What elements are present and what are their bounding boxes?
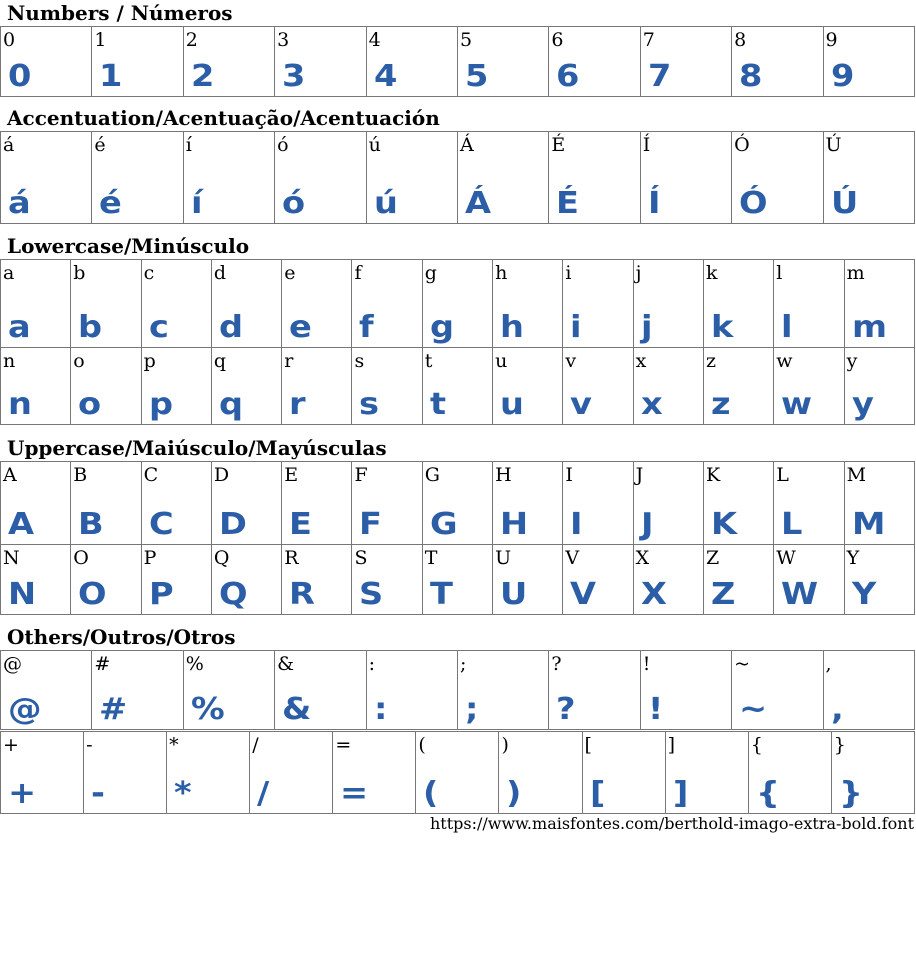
glyph-label: 2 xyxy=(185,29,198,51)
glyph-sample: n xyxy=(8,387,32,422)
glyph-sample: : xyxy=(373,692,388,727)
glyph-label: % xyxy=(185,653,204,675)
glyph-cell xyxy=(1,348,71,425)
glyph-label: f xyxy=(354,262,362,284)
glyph-cell xyxy=(844,348,914,425)
glyph-sample: i xyxy=(570,310,582,345)
glyph-sample: í xyxy=(190,186,203,221)
glyph-label: U xyxy=(495,547,512,569)
glyph-sample: U xyxy=(500,577,528,612)
glyph-label: q xyxy=(213,350,227,372)
glyph-label: d xyxy=(213,262,227,284)
glyph-sample: k xyxy=(710,310,734,345)
table-row xyxy=(1,462,915,545)
glyph-cell xyxy=(366,651,457,730)
glyph-sample: t xyxy=(429,387,446,422)
glyph-label: á xyxy=(3,134,15,156)
glyph-cell xyxy=(141,462,211,545)
glyph-sample: L xyxy=(781,507,803,542)
glyph-label: J xyxy=(635,464,644,486)
glyph-label: Y xyxy=(846,547,860,569)
uppercase-table xyxy=(0,461,915,615)
glyph-cell xyxy=(141,260,211,348)
glyph-sample: ú xyxy=(373,186,398,221)
glyph-cell xyxy=(211,260,281,348)
glyph-label: @ xyxy=(3,653,22,675)
glyph-cell xyxy=(563,462,633,545)
glyph-cell xyxy=(457,132,548,224)
glyph-label: y xyxy=(846,350,858,372)
glyph-label: a xyxy=(3,262,15,284)
glyph-cell xyxy=(774,545,844,615)
glyph-sample: P xyxy=(148,577,174,612)
glyph-label: ú xyxy=(368,134,381,156)
source-link[interactable]: https://www.maisfontes.com/berthold-imago-extra-bold.font xyxy=(429,814,914,833)
glyph-cell xyxy=(275,27,366,97)
glyph-cell xyxy=(422,260,492,348)
glyph-cell xyxy=(457,651,548,730)
glyph-cell xyxy=(633,348,703,425)
glyph-cell xyxy=(633,545,703,615)
glyph-sample: u xyxy=(500,387,525,422)
numbers-title: Numbers / Números xyxy=(7,1,233,25)
glyph-cell xyxy=(167,732,250,814)
glyph-sample: T xyxy=(429,577,453,612)
numbers-table xyxy=(0,26,915,97)
glyph-cell xyxy=(493,260,563,348)
glyph-sample: Í xyxy=(647,186,661,221)
glyph-cell xyxy=(774,348,844,425)
glyph-cell xyxy=(703,260,773,348)
glyph-label: Q xyxy=(213,547,230,569)
glyph-sample: B xyxy=(78,507,104,542)
glyph-cell xyxy=(183,132,274,224)
glyph-cell xyxy=(141,545,211,615)
glyph-cell xyxy=(549,132,640,224)
glyph-cell xyxy=(352,260,422,348)
glyph-label: B xyxy=(73,464,88,486)
table-row xyxy=(1,348,915,425)
glyph-cell xyxy=(703,545,773,615)
glyph-label: & xyxy=(277,653,295,675)
glyph-cell xyxy=(92,27,183,97)
glyph-sample: H xyxy=(500,507,529,542)
glyph-cell xyxy=(563,545,633,615)
table-row xyxy=(1,651,915,730)
glyph-cell xyxy=(282,348,352,425)
glyph-cell xyxy=(703,462,773,545)
glyph-label: o xyxy=(73,350,85,372)
glyph-sample: Á xyxy=(464,186,491,221)
glyph-label: Ú xyxy=(825,134,842,156)
glyph-cell xyxy=(92,132,183,224)
glyph-label: [ xyxy=(584,734,592,756)
glyph-sample: D xyxy=(218,507,247,542)
glyph-cell xyxy=(282,260,352,348)
glyph-cell xyxy=(582,732,665,814)
glyph-cell xyxy=(774,462,844,545)
glyph-cell xyxy=(211,462,281,545)
glyph-label: e xyxy=(284,262,296,284)
glyph-sample: ( xyxy=(423,776,439,811)
glyph-cell xyxy=(211,545,281,615)
glyph-sample: ~ xyxy=(739,692,768,727)
glyph-label: F xyxy=(354,464,368,486)
glyph-label: 5 xyxy=(459,29,473,51)
uppercase-title: Uppercase/Maiúsculo/Mayúsculas xyxy=(7,436,387,460)
glyph-cell xyxy=(493,545,563,615)
glyph-cell xyxy=(352,348,422,425)
glyph-cell xyxy=(732,132,823,224)
glyph-cell xyxy=(732,651,823,730)
glyph-cell xyxy=(457,27,548,97)
glyph-sample: é xyxy=(99,186,123,221)
glyph-sample: M xyxy=(851,507,886,542)
glyph-sample: G xyxy=(429,507,458,542)
glyph-label: É xyxy=(551,134,566,156)
glyph-cell xyxy=(211,348,281,425)
glyph-cell xyxy=(844,462,914,545)
glyph-label: ( xyxy=(418,734,426,756)
accents-title: Accentuation/Acentuação/Acentuación xyxy=(7,106,440,130)
glyph-label: I xyxy=(565,464,573,486)
glyph-label: T xyxy=(424,547,438,569)
glyph-sample: v xyxy=(570,387,593,422)
glyph-sample: Q xyxy=(218,577,248,612)
glyph-sample: x xyxy=(640,387,663,422)
glyph-label: 6 xyxy=(551,29,564,51)
glyph-cell xyxy=(92,651,183,730)
glyph-sample: W xyxy=(781,577,819,612)
glyph-cell xyxy=(640,651,731,730)
glyph-cell xyxy=(71,260,141,348)
glyph-sample: 9 xyxy=(830,59,854,94)
glyph-sample: ] xyxy=(672,776,688,811)
glyph-sample: ; xyxy=(464,692,479,727)
glyph-sample: m xyxy=(851,310,887,345)
glyph-label: # xyxy=(94,653,111,675)
glyph-label: L xyxy=(776,464,789,486)
glyph-sample: N xyxy=(8,577,37,612)
glyph-sample: c xyxy=(148,310,169,345)
glyph-sample: l xyxy=(781,310,793,345)
glyph-label: 7 xyxy=(642,29,655,51)
glyph-sample: [ xyxy=(589,776,605,811)
glyph-label: c xyxy=(143,262,155,284)
table-row xyxy=(1,545,915,615)
glyph-label: + xyxy=(3,734,19,756)
glyph-label: V xyxy=(565,547,580,569)
table-row xyxy=(1,132,915,224)
glyph-cell xyxy=(333,732,416,814)
glyph-cell xyxy=(352,462,422,545)
glyph-sample: 1 xyxy=(99,59,123,94)
glyph-label: ? xyxy=(551,653,562,675)
glyph-sample: 8 xyxy=(739,59,763,94)
glyph-label: ) xyxy=(501,734,509,756)
glyph-sample: E xyxy=(289,507,313,542)
glyph-label: g xyxy=(424,262,437,284)
glyph-label: z xyxy=(705,350,716,372)
glyph-cell xyxy=(71,462,141,545)
glyph-label: ! xyxy=(642,653,651,675)
glyph-cell xyxy=(633,462,703,545)
glyph-sample: 4 xyxy=(373,59,397,94)
glyph-sample: ó xyxy=(282,186,306,221)
glyph-sample: = xyxy=(340,776,369,811)
table-row xyxy=(1,260,915,348)
glyph-sample: S xyxy=(359,577,384,612)
glyph-sample: * xyxy=(174,776,192,811)
glyph-cell xyxy=(1,651,92,730)
glyph-label: : xyxy=(368,653,375,675)
glyph-label: v xyxy=(565,350,577,372)
glyph-cell xyxy=(275,651,366,730)
glyph-sample: Ó xyxy=(739,186,768,221)
glyph-label: í xyxy=(185,134,192,156)
glyph-sample: % xyxy=(190,692,225,727)
glyph-sample: d xyxy=(218,310,243,345)
glyph-sample: } xyxy=(838,776,863,811)
glyph-label: 9 xyxy=(825,29,838,51)
glyph-label: 1 xyxy=(94,29,107,51)
glyph-label: } xyxy=(833,734,846,756)
glyph-label: m xyxy=(846,262,865,284)
glyph-cell xyxy=(633,260,703,348)
glyph-cell xyxy=(141,348,211,425)
glyph-cell xyxy=(1,545,71,615)
glyph-sample: w xyxy=(781,387,813,422)
others-table-2 xyxy=(0,731,915,814)
glyph-sample: / xyxy=(257,776,270,811)
glyph-label: 8 xyxy=(734,29,747,51)
glyph-label: Í xyxy=(642,134,651,156)
glyph-sample: É xyxy=(556,186,580,221)
glyph-label: P xyxy=(143,547,157,569)
glyph-sample: h xyxy=(500,310,525,345)
glyph-sample: F xyxy=(359,507,383,542)
glyph-label: i xyxy=(565,262,572,284)
glyph-sample: @ xyxy=(8,692,42,727)
others-table-1 xyxy=(0,650,915,730)
glyph-label: k xyxy=(705,262,718,284)
glyph-label: u xyxy=(495,350,508,372)
glyph-label: O xyxy=(73,547,89,569)
glyph-cell xyxy=(732,27,823,97)
glyph-label: * xyxy=(169,734,179,756)
glyph-cell xyxy=(282,545,352,615)
glyph-cell xyxy=(282,462,352,545)
glyph-sample: { xyxy=(755,776,780,811)
accents-table xyxy=(0,131,915,224)
glyph-label: r xyxy=(284,350,294,372)
glyph-label: R xyxy=(284,547,299,569)
glyph-cell xyxy=(844,260,914,348)
glyph-label: C xyxy=(143,464,159,486)
glyph-cell xyxy=(493,462,563,545)
glyph-label: G xyxy=(424,464,440,486)
glyph-cell xyxy=(1,132,92,224)
glyph-cell xyxy=(563,260,633,348)
glyph-label: = xyxy=(335,734,352,756)
glyph-sample: r xyxy=(289,387,306,422)
glyph-label: M xyxy=(846,464,867,486)
glyph-label: b xyxy=(73,262,86,284)
glyph-cell xyxy=(366,27,457,97)
glyph-cell xyxy=(844,545,914,615)
glyph-sample: y xyxy=(851,387,874,422)
glyph-label: ] xyxy=(667,734,676,756)
glyph-cell xyxy=(275,132,366,224)
glyph-cell xyxy=(748,732,831,814)
glyph-label: w xyxy=(776,350,793,372)
glyph-cell xyxy=(1,260,71,348)
glyph-cell xyxy=(549,27,640,97)
glyph-label: Z xyxy=(705,547,720,569)
glyph-label: ó xyxy=(277,134,289,156)
glyph-cell xyxy=(71,348,141,425)
glyph-cell xyxy=(774,260,844,348)
glyph-sample: O xyxy=(78,577,107,612)
glyph-label: W xyxy=(776,547,796,569)
glyph-sample: z xyxy=(710,387,731,422)
glyph-sample: R xyxy=(289,577,316,612)
glyph-label: N xyxy=(3,547,20,569)
glyph-sample: f xyxy=(359,310,375,345)
glyph-sample: & xyxy=(282,692,312,727)
glyph-label: n xyxy=(3,350,16,372)
glyph-sample: p xyxy=(148,387,173,422)
glyph-label: 4 xyxy=(368,29,381,51)
glyph-sample: s xyxy=(359,387,380,422)
glyph-sample: J xyxy=(640,507,654,542)
glyph-cell xyxy=(1,732,84,814)
glyph-sample: , xyxy=(830,692,844,727)
glyph-cell xyxy=(831,732,914,814)
glyph-label: H xyxy=(495,464,512,486)
others-title: Others/Outros/Otros xyxy=(7,625,236,649)
glyph-label: é xyxy=(94,134,106,156)
glyph-sample: o xyxy=(78,387,102,422)
glyph-cell xyxy=(422,545,492,615)
glyph-label: K xyxy=(705,464,721,486)
lowercase-title: Lowercase/Minúsculo xyxy=(7,234,250,258)
glyph-label: 0 xyxy=(3,29,16,51)
lowercase-table xyxy=(0,259,915,425)
glyph-sample: - xyxy=(91,776,106,811)
glyph-cell xyxy=(493,348,563,425)
glyph-sample: X xyxy=(640,577,667,612)
glyph-sample: q xyxy=(218,387,243,422)
table-row xyxy=(1,732,915,814)
glyph-label: j xyxy=(635,262,642,284)
table-row xyxy=(1,27,915,97)
glyph-cell xyxy=(84,732,167,814)
glyph-cell xyxy=(823,651,914,730)
glyph-cell xyxy=(823,132,914,224)
glyph-label: D xyxy=(213,464,230,486)
glyph-sample: e xyxy=(289,310,312,345)
glyph-label: s xyxy=(354,350,365,372)
glyph-cell xyxy=(549,651,640,730)
glyph-label: A xyxy=(3,464,17,486)
glyph-sample: a xyxy=(8,310,31,345)
glyph-cell xyxy=(183,651,274,730)
glyph-label: Á xyxy=(459,134,474,156)
glyph-sample: # xyxy=(99,692,128,727)
glyph-label: Ó xyxy=(734,134,750,156)
glyph-sample: 3 xyxy=(282,59,306,94)
glyph-sample: I xyxy=(570,507,583,542)
glyph-cell xyxy=(183,27,274,97)
glyph-cell xyxy=(250,732,333,814)
glyph-sample: 6 xyxy=(556,59,580,94)
glyph-sample: A xyxy=(8,507,35,542)
glyph-cell xyxy=(1,462,71,545)
glyph-sample: ? xyxy=(556,692,576,727)
glyph-sample: 0 xyxy=(8,59,32,94)
glyph-sample: ) xyxy=(506,776,522,811)
glyph-sample: Z xyxy=(710,577,736,612)
glyph-label: E xyxy=(284,464,299,486)
glyph-sample: V xyxy=(570,577,597,612)
glyph-sample: K xyxy=(710,507,738,542)
glyph-sample: Y xyxy=(851,577,876,612)
glyph-label: S xyxy=(354,547,368,569)
glyph-label: , xyxy=(825,653,832,675)
glyph-cell xyxy=(366,132,457,224)
glyph-cell xyxy=(640,27,731,97)
glyph-cell xyxy=(1,27,92,97)
glyph-cell xyxy=(71,545,141,615)
glyph-label: / xyxy=(252,734,259,756)
glyph-sample: C xyxy=(148,507,174,542)
glyph-cell xyxy=(499,732,582,814)
glyph-cell xyxy=(640,132,731,224)
glyph-sample: j xyxy=(640,310,653,345)
glyph-cell xyxy=(422,348,492,425)
glyph-label: { xyxy=(750,734,763,756)
glyph-sample: g xyxy=(429,310,454,345)
glyph-sample: 2 xyxy=(190,59,215,94)
glyph-sample: ! xyxy=(647,692,664,727)
glyph-cell xyxy=(352,545,422,615)
glyph-label: - xyxy=(86,734,93,756)
glyph-sample: b xyxy=(78,310,103,345)
glyph-cell xyxy=(563,348,633,425)
glyph-cell xyxy=(665,732,748,814)
glyph-sample: 5 xyxy=(464,59,489,94)
glyph-label: 3 xyxy=(277,29,290,51)
glyph-sample: 7 xyxy=(647,59,672,94)
glyph-sample: Ú xyxy=(830,186,858,221)
glyph-label: t xyxy=(424,350,433,372)
glyph-label: h xyxy=(495,262,508,284)
glyph-cell xyxy=(823,27,914,97)
glyph-cell xyxy=(703,348,773,425)
glyph-sample: á xyxy=(8,186,31,221)
glyph-label: p xyxy=(143,350,156,372)
glyph-label: ; xyxy=(459,653,467,675)
glyph-label: X xyxy=(635,547,650,569)
glyph-label: x xyxy=(635,350,647,372)
glyph-cell xyxy=(416,732,499,814)
glyph-sample: + xyxy=(8,776,37,811)
glyph-cell xyxy=(422,462,492,545)
glyph-label: ~ xyxy=(734,653,751,675)
glyph-label: l xyxy=(776,262,783,284)
